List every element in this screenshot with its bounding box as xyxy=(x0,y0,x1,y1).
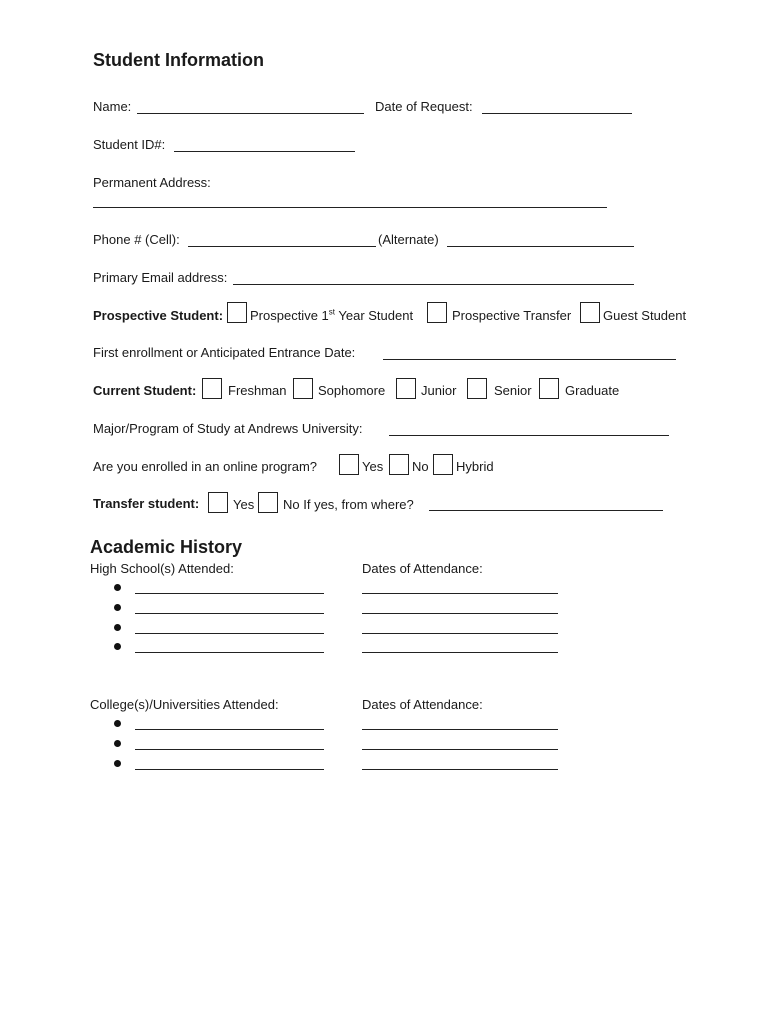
junior-checkbox[interactable] xyxy=(396,378,416,399)
high-school-field[interactable] xyxy=(135,652,324,653)
primary-email-label: Primary Email address: xyxy=(93,270,228,285)
phone-cell-field[interactable] xyxy=(188,246,376,247)
online-yes-checkbox[interactable] xyxy=(339,454,359,475)
alternate-phone-field[interactable] xyxy=(447,246,634,247)
guest-student-label: Guest Student xyxy=(603,308,687,323)
phone-cell-label: Phone # (Cell): xyxy=(93,232,180,247)
prospective-transfer-label: Prospective Transfer xyxy=(452,308,572,323)
freshman-label: Freshman xyxy=(228,383,287,398)
college-field[interactable] xyxy=(135,749,324,750)
high-school-dates-field[interactable] xyxy=(362,613,558,614)
online-yes-label: Yes xyxy=(362,459,384,474)
graduate-label: Graduate xyxy=(565,383,620,398)
online-no-label: No xyxy=(412,459,429,474)
list-bullet xyxy=(114,584,121,591)
list-bullet xyxy=(114,643,121,650)
guest-student-checkbox[interactable] xyxy=(580,302,600,323)
junior-label: Junior xyxy=(421,383,457,398)
senior-label: Senior xyxy=(494,383,532,398)
transfer-student-label: Transfer student: xyxy=(93,496,200,511)
major-label: Major/Program of Study at Andrews University: xyxy=(93,421,363,436)
graduate-checkbox[interactable] xyxy=(539,378,559,399)
first-enrollment-label: First enrollment or Anticipated Entrance Date: xyxy=(93,345,356,360)
transfer-yes-label: Yes xyxy=(233,497,255,512)
sophomore-label: Sophomore xyxy=(318,383,386,398)
current-student-label: Current Student: xyxy=(93,383,197,398)
freshman-checkbox[interactable] xyxy=(202,378,222,399)
transfer-yes-checkbox[interactable] xyxy=(208,492,228,513)
high-school-dates-field[interactable] xyxy=(362,633,558,634)
list-bullet xyxy=(114,760,121,767)
prospective-first-year-label: Prospective 1st Year Student xyxy=(250,307,414,323)
permanent-address-field[interactable] xyxy=(93,207,607,208)
name-field[interactable] xyxy=(137,113,364,114)
college-dates-label: Dates of Attendance: xyxy=(362,697,483,712)
high-school-attended-label: High School(s) Attended: xyxy=(90,561,234,576)
sophomore-checkbox[interactable] xyxy=(293,378,313,399)
student-id-label: Student ID#: xyxy=(93,137,166,152)
list-bullet xyxy=(114,720,121,727)
high-school-dates-field[interactable] xyxy=(362,652,558,653)
transfer-no-label: No If yes, from where? xyxy=(283,497,414,512)
transfer-from-field[interactable] xyxy=(429,510,663,511)
name-label: Name: xyxy=(93,99,132,114)
date-of-request-label: Date of Request: xyxy=(375,99,473,114)
alternate-phone-label: (Alternate) xyxy=(378,232,439,247)
college-dates-field[interactable] xyxy=(362,749,558,750)
online-hybrid-label: Hybrid xyxy=(456,459,494,474)
major-field[interactable] xyxy=(389,435,669,436)
student-id-field[interactable] xyxy=(174,151,355,152)
online-no-checkbox[interactable] xyxy=(389,454,409,475)
list-bullet xyxy=(114,624,121,631)
list-bullet xyxy=(114,740,121,747)
prospective-first-year-checkbox[interactable] xyxy=(227,302,247,323)
high-school-field[interactable] xyxy=(135,593,324,594)
college-dates-field[interactable] xyxy=(362,729,558,730)
college-field[interactable] xyxy=(135,769,324,770)
prospective-student-label: Prospective Student: xyxy=(93,308,224,323)
high-school-dates-field[interactable] xyxy=(362,593,558,594)
first-enrollment-field[interactable] xyxy=(383,359,676,360)
primary-email-field[interactable] xyxy=(233,284,634,285)
college-attended-label: College(s)/Universities Attended: xyxy=(90,697,279,712)
senior-checkbox[interactable] xyxy=(467,378,487,399)
online-hybrid-checkbox[interactable] xyxy=(433,454,453,475)
high-school-field[interactable] xyxy=(135,633,324,634)
high-school-dates-label: Dates of Attendance: xyxy=(362,561,483,576)
high-school-field[interactable] xyxy=(135,613,324,614)
list-bullet xyxy=(114,604,121,611)
transfer-no-checkbox[interactable] xyxy=(258,492,278,513)
date-of-request-field[interactable] xyxy=(482,113,632,114)
college-field[interactable] xyxy=(135,729,324,730)
section-title-student-information: Student Information xyxy=(93,50,264,70)
college-dates-field[interactable] xyxy=(362,769,558,770)
prospective-transfer-checkbox[interactable] xyxy=(427,302,447,323)
online-program-label: Are you enrolled in an online program? xyxy=(93,459,318,474)
permanent-address-label: Permanent Address: xyxy=(93,175,211,190)
section-title-academic-history: Academic History xyxy=(90,537,243,557)
